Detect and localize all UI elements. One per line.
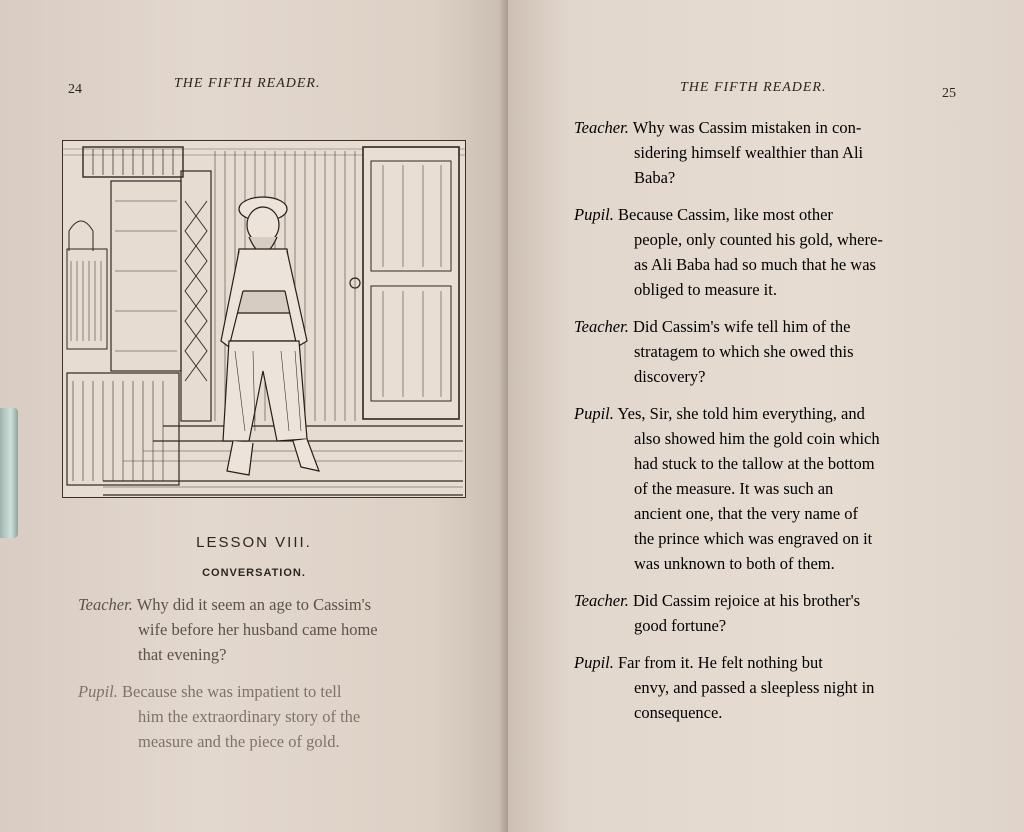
speaker-label: Teacher.: [574, 317, 629, 336]
dialogue-line: wife before her husband came home: [138, 620, 378, 639]
dialogue-line: envy, and passed a sleepless night in: [634, 678, 875, 697]
speaker-label: Pupil.: [574, 205, 614, 224]
left-dialogue: [78, 592, 468, 766]
dialogue-entry: [78, 679, 468, 754]
dialogue-line: Why was Cassim mistaken in con-: [632, 118, 862, 137]
dialogue-entry: [574, 202, 959, 302]
left-page: [0, 0, 508, 832]
page-number-right: 25: [942, 86, 956, 101]
dialogue-line: measure and the piece of gold.: [138, 732, 340, 751]
dialogue-entry: [574, 650, 959, 725]
dialogue-line: consequence.: [634, 703, 723, 722]
speaker-label: Pupil.: [78, 682, 118, 701]
dialogue-line: was unknown to both of them.: [634, 554, 835, 573]
lesson-subtitle: CONVERSATION.: [202, 567, 306, 579]
dialogue-line: had stuck to the tallow at the bottom: [634, 454, 875, 473]
dialogue-entry: [574, 401, 959, 576]
dialogue-line: Because Cassim, like most other: [618, 205, 833, 224]
dialogue-line: Did Cassim's wife tell him of the: [632, 317, 851, 336]
dialogue-line: Far from it. He felt nothing but: [618, 653, 823, 672]
speaker-label: Teacher.: [574, 591, 629, 610]
bookmark-tab: [0, 408, 18, 538]
dialogue-line: that evening?: [138, 645, 227, 664]
dialogue-line: Because she was impatient to tell: [122, 682, 342, 701]
running-head-right: THE FIFTH READER.: [680, 80, 827, 95]
dialogue-line: him the extraordinary story of the: [138, 707, 361, 726]
dialogue-line: Why did it seem an age to Cassim's: [136, 595, 372, 614]
right-dialogue: [574, 115, 959, 737]
speaker-label: Teacher.: [574, 118, 629, 137]
dialogue-line: obliged to measure it.: [634, 280, 777, 299]
dialogue-line: Did Cassim rejoice at his brother's: [632, 591, 861, 610]
dialogue-line: also showed him the gold coin which: [634, 429, 880, 448]
running-head-left: THE FIFTH READER.: [174, 76, 321, 91]
engraving-illustration: [62, 140, 466, 498]
dialogue-line: people, only counted his gold, where-: [634, 230, 883, 249]
dialogue-line: of the measure. It was such an: [634, 479, 834, 498]
dialogue-line: good fortune?: [634, 616, 727, 635]
dialogue-line: ancient one, that the very name of: [634, 504, 859, 523]
dialogue-line: Baba?: [634, 168, 676, 187]
dialogue-entry: [574, 115, 959, 190]
dialogue-entry: [78, 592, 468, 667]
dialogue-line: Yes, Sir, she told him everything, and: [617, 404, 865, 423]
speaker-label: Pupil.: [574, 404, 614, 423]
dialogue-line: as Ali Baba had so much that he was: [634, 255, 876, 274]
dialogue-line: discovery?: [634, 367, 706, 386]
page-number-left: 24: [68, 82, 82, 97]
speaker-label: Teacher.: [78, 595, 133, 614]
dialogue-line: sidering himself wealthier than Ali: [634, 143, 864, 162]
dialogue-line: the prince which was engraved on it: [634, 529, 873, 548]
speaker-label: Pupil.: [574, 653, 614, 672]
dialogue-entry: [574, 588, 959, 638]
lesson-title: LESSON VIII.: [196, 534, 312, 551]
dialogue-entry: [574, 314, 959, 389]
dialogue-line: stratagem to which she owed this: [634, 342, 854, 361]
